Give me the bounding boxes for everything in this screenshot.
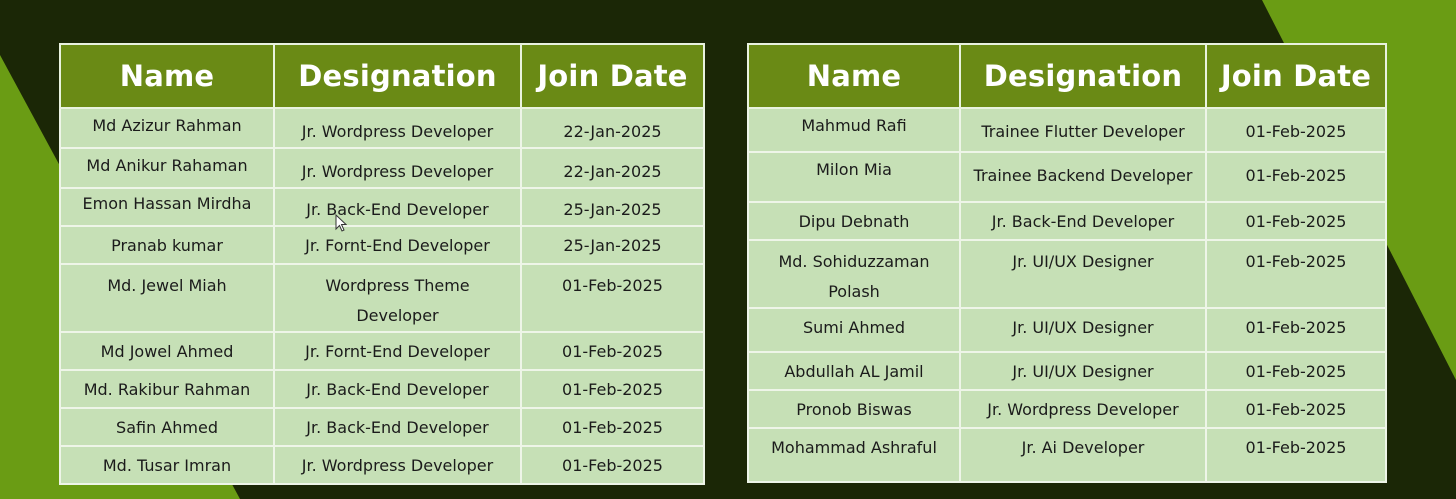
cell-join-date: 25-Jan-2025	[521, 226, 704, 264]
cell-name: Pronob Biswas	[748, 390, 960, 428]
table-row	[748, 352, 1386, 390]
header-name: Name	[748, 44, 960, 108]
cell-designation: Trainee Backend Developer	[960, 152, 1206, 202]
cell-name: Md Anikur Rahaman	[60, 148, 274, 188]
cell-designation: Jr. Back-End Developer	[274, 370, 521, 408]
cell-designation: Jr. UI/UX Designer	[960, 352, 1206, 390]
cell-designation: Jr. UI/UX Designer	[960, 308, 1206, 352]
employee-table-right	[747, 43, 1387, 483]
cell-join-date: 01-Feb-2025	[1206, 308, 1386, 352]
cell-name: Md Azizur Rahman	[60, 108, 274, 148]
cell-name: Safin Ahmed	[60, 408, 274, 446]
cell-join-date: 01-Feb-2025	[521, 446, 704, 484]
table-row	[60, 226, 704, 264]
table-row	[60, 264, 704, 332]
header-join-date: Join Date	[1206, 44, 1386, 108]
table-header-row	[60, 44, 704, 108]
cell-join-date: 22-Jan-2025	[521, 108, 704, 148]
cell-designation: Jr. Wordpress Developer	[274, 148, 521, 188]
employee-table-left	[59, 43, 705, 485]
table-row	[748, 428, 1386, 482]
table-row	[748, 240, 1386, 308]
table-row	[748, 108, 1386, 152]
cell-name: Sumi Ahmed	[748, 308, 960, 352]
cell-designation: Jr. Back-End Developer	[274, 408, 521, 446]
cell-name: Mohammad Ashraful	[748, 428, 960, 482]
cell-designation: Jr. Back-End Developer	[960, 202, 1206, 240]
table-row	[60, 446, 704, 484]
cell-join-date: 01-Feb-2025	[521, 332, 704, 370]
cell-name: Md Jowel Ahmed	[60, 332, 274, 370]
cell-join-date: 01-Feb-2025	[1206, 428, 1386, 482]
header-join-date: Join Date	[521, 44, 704, 108]
cell-designation: Wordpress Theme Developer	[274, 264, 521, 332]
cell-designation: Jr. Fornt-End Developer	[274, 226, 521, 264]
header-designation: Designation	[274, 44, 521, 108]
cell-join-date: 22-Jan-2025	[521, 148, 704, 188]
mouse-cursor-icon	[335, 214, 347, 232]
cell-designation: Jr. Back-End Developer	[274, 188, 521, 226]
cell-designation: Jr. Fornt-End Developer	[274, 332, 521, 370]
header-name: Name	[60, 44, 274, 108]
cell-join-date: 01-Feb-2025	[1206, 202, 1386, 240]
cell-name: Md. Tusar Imran	[60, 446, 274, 484]
table-row	[748, 202, 1386, 240]
table-row	[60, 148, 704, 188]
table-row	[60, 108, 704, 148]
cell-join-date: 01-Feb-2025	[521, 408, 704, 446]
cell-name: Md. Sohiduzzaman Polash	[748, 240, 960, 308]
cell-join-date: 25-Jan-2025	[521, 188, 704, 226]
cell-name: Pranab kumar	[60, 226, 274, 264]
table-row	[60, 370, 704, 408]
table-row	[60, 332, 704, 370]
cell-designation: Jr. UI/UX Designer	[960, 240, 1206, 308]
table-row	[60, 188, 704, 226]
cell-join-date: 01-Feb-2025	[521, 370, 704, 408]
cell-name: Emon Hassan Mirdha	[60, 188, 274, 226]
cell-join-date: 01-Feb-2025	[1206, 390, 1386, 428]
table-row	[748, 308, 1386, 352]
cell-designation: Jr. Wordpress Developer	[960, 390, 1206, 428]
cell-join-date: 01-Feb-2025	[521, 264, 704, 332]
cell-name: Milon Mia	[748, 152, 960, 202]
cell-designation: Trainee Flutter Developer	[960, 108, 1206, 152]
cell-name: Mahmud Rafi	[748, 108, 960, 152]
cell-name: Md. Jewel Miah	[60, 264, 274, 332]
cell-designation: Jr. Wordpress Developer	[274, 108, 521, 148]
table-row	[748, 152, 1386, 202]
cell-join-date: 01-Feb-2025	[1206, 152, 1386, 202]
cell-join-date: 01-Feb-2025	[1206, 108, 1386, 152]
header-designation: Designation	[960, 44, 1206, 108]
table-row	[60, 408, 704, 446]
cell-name: Md. Rakibur Rahman	[60, 370, 274, 408]
table-header-row	[748, 44, 1386, 108]
cell-name: Dipu Debnath	[748, 202, 960, 240]
cell-designation: Jr. Ai Developer	[960, 428, 1206, 482]
cell-join-date: 01-Feb-2025	[1206, 240, 1386, 308]
table-row	[748, 390, 1386, 428]
cell-name: Abdullah AL Jamil	[748, 352, 960, 390]
cell-join-date: 01-Feb-2025	[1206, 352, 1386, 390]
cell-designation: Jr. Wordpress Developer	[274, 446, 521, 484]
